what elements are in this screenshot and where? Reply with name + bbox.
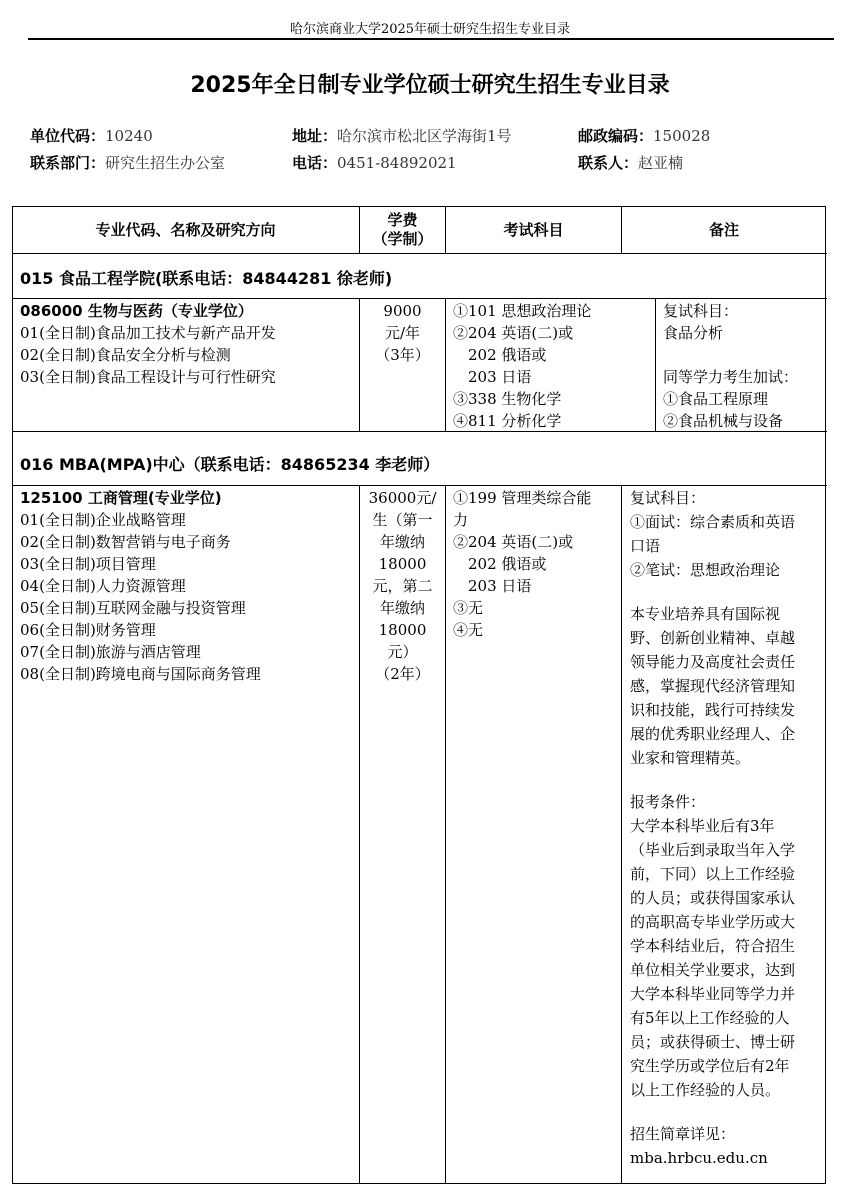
exam-line: ①199 管理类综合能: [453, 489, 592, 507]
intro-line: 识和技能，践行可持续发: [630, 701, 796, 719]
major-cell: [20, 300, 356, 388]
column-divider: [621, 485, 622, 1183]
retest-title: 复试科目：: [663, 302, 739, 320]
exam-line: ④811 分析化学: [453, 412, 562, 430]
major-title: 125100 工商管理(专业学位): [20, 489, 222, 507]
contact-info: [578, 152, 683, 173]
condition-line: 以上工作经验的人员。: [630, 1081, 781, 1099]
fee-cell: [360, 300, 445, 366]
exam-cell: [453, 487, 619, 641]
unit-code-label: 单位代码：: [30, 127, 106, 145]
column-divider: [655, 298, 656, 431]
remarks-cell: [663, 300, 825, 432]
direction-item: 06(全日制)财务管理: [20, 621, 156, 639]
extra-exam-title: 同等学力考生加试：: [663, 368, 799, 386]
header-fee-line1: 学费: [387, 211, 418, 229]
guide-title: 招生简章详见：: [630, 1125, 736, 1143]
condition-line: 的人员；或获得国家承认: [630, 889, 796, 907]
exam-cell: [453, 300, 653, 432]
exam-line: 202 俄语或: [453, 555, 547, 573]
fee-line: （2年）: [375, 665, 430, 683]
exam-line: 203 日语: [453, 577, 532, 595]
exam-line: ③338 生物化学: [453, 390, 562, 408]
postcode-label: 邮政编码：: [578, 127, 654, 145]
address-label: 地址：: [292, 127, 338, 145]
condition-title: 报考条件：: [630, 793, 706, 811]
header-rule: [28, 38, 834, 40]
spacer: [630, 771, 825, 791]
fee-line: 生（第一: [372, 511, 433, 529]
dept-title: 015 食品工程学院(联系电话：84844281 徐老师): [20, 269, 393, 288]
direction-item: 04(全日制)人力资源管理: [20, 577, 186, 595]
major-title: 086000 生物与医药（专业学位）: [20, 302, 253, 320]
direction-item: 03(全日制)项目管理: [20, 555, 156, 573]
major-cell: [20, 487, 356, 685]
exam-line: 203 日语: [453, 368, 532, 386]
spacer: [630, 1103, 825, 1123]
intro-line: 野、创新创业精神、卓越: [630, 629, 796, 647]
fee-line: 元/年: [384, 324, 421, 342]
contact-value: 赵亚楠: [638, 154, 684, 172]
exam-line: ①101 思想政治理论: [453, 302, 592, 320]
intro-line: 感，掌握现代经济管理知: [630, 677, 796, 695]
exam-line: ④无: [453, 621, 484, 639]
fee-line: （3年）: [375, 346, 430, 364]
dept-label: 联系部门：: [30, 154, 106, 172]
fee-line: 36000元/: [368, 489, 437, 507]
retest-item: 口语: [630, 537, 661, 555]
exam-line: ②204 英语(二)或: [453, 533, 574, 551]
contact-label: 联系人：: [578, 154, 639, 172]
fee-line: 元）: [387, 643, 418, 661]
header-major: 专业代码、名称及研究方向: [95, 220, 276, 239]
intro-line: 展的优秀职业经理人、企: [630, 725, 796, 743]
header-fee-line2: （学制）: [372, 230, 433, 248]
fee-cell: [360, 487, 445, 685]
condition-line: 有5年以上工作经验的人: [630, 1009, 790, 1027]
guide-url-link[interactable]: mba.hrbcu.edu.cn: [630, 1149, 768, 1167]
dept-row-divider: [12, 298, 827, 299]
phone-value: 0451-84892021: [337, 154, 457, 172]
address-value: 哈尔滨市松北区学海街1号: [337, 127, 512, 145]
direction-item: 03(全日制)食品工程设计与可行性研究: [20, 368, 276, 386]
condition-line: 单位相关学业要求，达到: [630, 961, 796, 979]
direction-item: 01(全日制)食品加工技术与新产品开发: [20, 324, 276, 342]
extra-exam-item: ②食品机械与设备: [663, 412, 784, 430]
condition-line: 大学本科毕业同等学力并: [630, 985, 796, 1003]
condition-line: 究生学历或学位后有2年: [630, 1057, 790, 1075]
header-row-divider: [12, 253, 827, 254]
header-exam: 考试科目: [503, 220, 564, 239]
extra-exam-item: ①食品工程原理: [663, 390, 769, 408]
running-header: 哈尔滨商业大学2025年硕士研究生招生专业目录: [289, 22, 571, 37]
condition-line: （毕业后到录取当年入学: [630, 841, 796, 859]
retest-subject: 食品分析: [663, 324, 724, 342]
fee-line: 年缴纳: [379, 533, 425, 551]
header-fee: [360, 207, 445, 253]
direction-item: 02(全日制)数智营销与电子商务: [20, 533, 231, 551]
dept-info: [30, 152, 225, 173]
retest-title: 复试科目：: [630, 489, 706, 507]
unit-code-info: [30, 125, 153, 146]
retest-item: ②笔试：思想政治理论: [630, 561, 781, 579]
unit-code-value: 10240: [105, 127, 153, 145]
page-title: 2025年全日制专业学位硕士研究生招生专业目录: [190, 73, 670, 98]
postcode-info: [578, 125, 710, 146]
remarks-cell: [630, 487, 825, 1171]
fee-line: 元，第二: [372, 577, 433, 595]
fee-line: 18000: [378, 621, 427, 639]
exam-line: ③无: [453, 599, 484, 617]
exam-line: ②204 英语(二)或: [453, 324, 574, 342]
intro-line: 领导能力及高度社会责任: [630, 653, 796, 671]
intro-line: 业家和管理精英。: [630, 749, 751, 767]
dept-value: 研究生招生办公室: [105, 154, 226, 172]
direction-item: 02(全日制)食品安全分析与检测: [20, 346, 231, 364]
spacer: [630, 583, 825, 603]
direction-item: 07(全日制)旅游与酒店管理: [20, 643, 201, 661]
column-divider: [445, 485, 446, 1183]
fee-line: 9000: [383, 302, 422, 320]
intro-line: 本专业培养具有国际视: [630, 605, 781, 623]
exam-line: 202 俄语或: [453, 346, 547, 364]
postcode-value: 150028: [653, 127, 711, 145]
condition-line: 的高职高专毕业学历或大: [630, 913, 796, 931]
phone-label: 电话：: [292, 154, 338, 172]
direction-item: 08(全日制)跨境电商与国际商务管理: [20, 665, 261, 683]
retest-item: ①面试：综合素质和英语: [630, 513, 796, 531]
condition-line: 学本科结业后，符合招生: [630, 937, 796, 955]
exam-line: 力: [453, 511, 469, 529]
condition-line: 大学本科毕业后有3年: [630, 817, 775, 835]
dept-row-divider: [12, 485, 827, 486]
direction-item: 01(全日制)企业战略管理: [20, 511, 186, 529]
dept-title: 016 MBA(MPA)中心（联系电话：84865234 李老师）: [20, 455, 440, 474]
condition-line: 前，下同）以上工作经验: [630, 865, 796, 883]
direction-item: 05(全日制)互联网金融与投资管理: [20, 599, 246, 617]
phone-info: [292, 152, 457, 173]
blank-line: [663, 344, 825, 366]
fee-line: 18000: [378, 555, 427, 573]
header-remarks: 备注: [708, 220, 739, 239]
condition-line: 员；或获得硕士、博士研: [630, 1033, 796, 1051]
address-info: [292, 125, 512, 146]
fee-line: 年缴纳: [379, 599, 425, 617]
column-divider: [445, 298, 446, 431]
